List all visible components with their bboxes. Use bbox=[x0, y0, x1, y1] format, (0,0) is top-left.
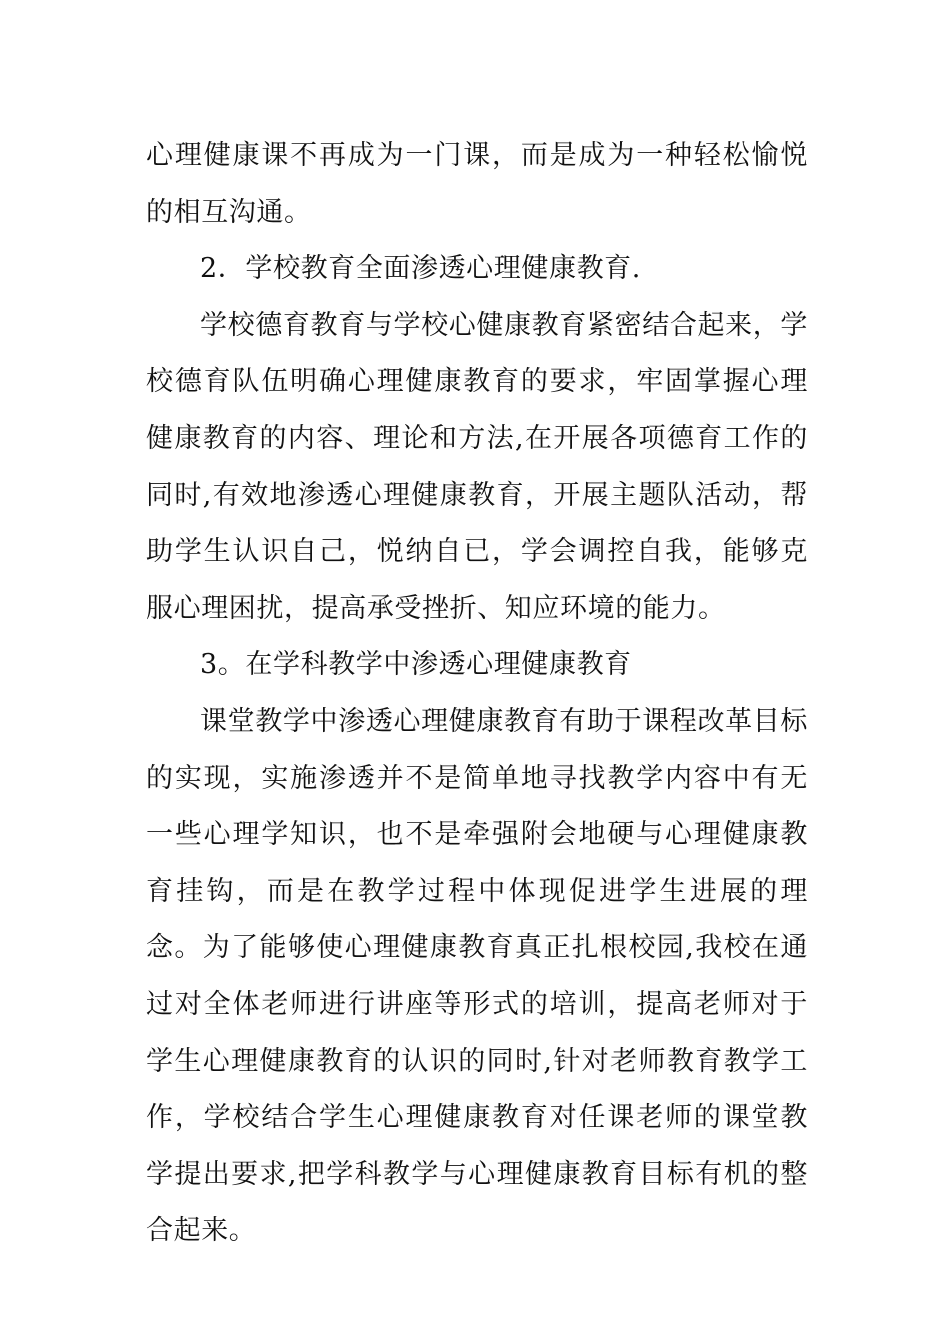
paragraph-continuation: 心理健康课不再成为一门课，而是成为一种轻松愉悦的相互沟通。 bbox=[146, 140, 808, 228]
paragraph-moral-education: 学校德育教育与学校心健康教育紧密结合起来，学校德育队伍明确心理健康教育的要求，牢固掌握心理健康教育的内容、理论和方法,在开展各项德育工作的同时,有效地渗透心理健康教育，开展主题队活动，帮助学生认识自己，悦纳自已，学会调控自我，能够克服心理困扰，提高承受挫折、知应环境的能力。 bbox=[146, 309, 808, 624]
section-heading-2: 2．学校教育全面渗透心理健康教育. bbox=[200, 253, 641, 285]
section-heading-3: 3。在学科教学中渗透心理健康教育 bbox=[200, 649, 632, 681]
document-body bbox=[146, 128, 808, 1260]
paragraph-classroom-teaching: 课堂教学中渗透心理健康教育有助于课程改革目标的实现，实施渗透并不是简单地寻找教学内容中有无一些心理学知识，也不是牵强附会地硬与心理健康教育挂钩，而是在教学过程中体现促进学生进展的理念。为了能够使心理健康教育真正扎根校园,我校在通过对全体老师进行讲座等形式的培训，提高老师对于学生心理健康教育的认识的同时,针对老师教育教学工作，学校结合学生心理健康教育对任课老师的课堂教学提出要求,把学科教学与心理健康教育目标有机的整合起来。 bbox=[146, 705, 808, 1247]
